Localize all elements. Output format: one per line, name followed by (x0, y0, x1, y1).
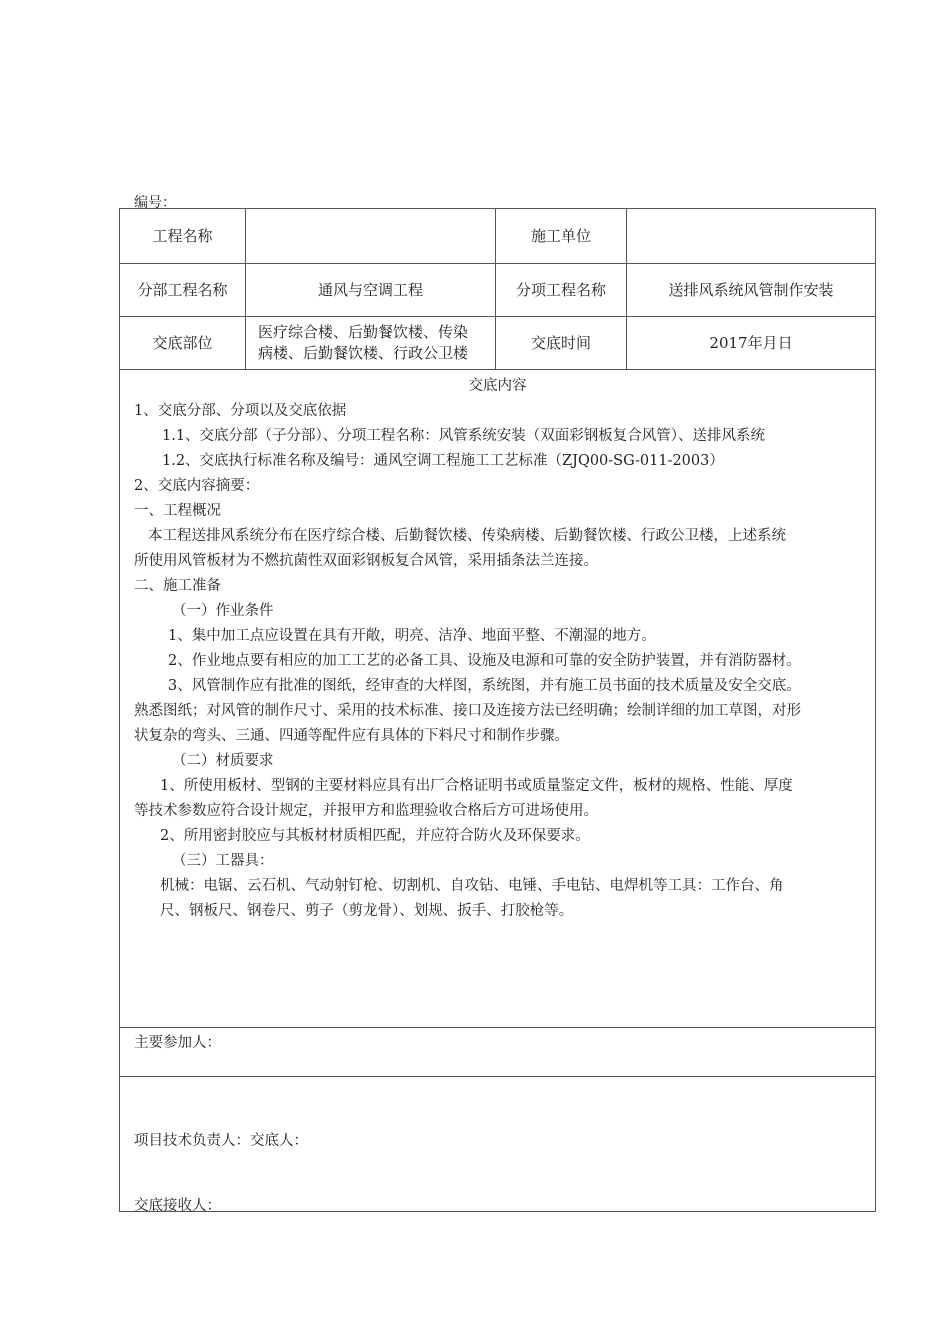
disclosure-content (120, 369, 875, 919)
condition-3-line-2: 熟悉图纸；对风管的制作尺寸、采用的技术标准、接口及连接方法已经明确；绘制详细的加工草图，对形 (134, 703, 801, 719)
participants-label: 主要参加人： (134, 1035, 221, 1051)
construction-unit-value (627, 209, 875, 263)
heading-preparation: 二、施工准备 (134, 578, 221, 594)
disclosure-table (119, 208, 876, 1212)
project-name-label: 工程名称 (152, 226, 213, 245)
overview-line-2: 所使用风管板材为不燃抗菌性双面彩钢板复合风管，采用插条法兰连接。 (134, 553, 598, 569)
condition-2: 2、作业地点要有相应的加工工艺的必备工具、设施及电源和可靠的安全防护装置，并有消防器材。 (168, 653, 801, 669)
division-value: 通风与空调工程 (317, 280, 423, 299)
location-value (246, 317, 495, 369)
project-name-value (246, 209, 495, 263)
subheading-tools: （三）工器具： (172, 853, 274, 869)
time-label: 交底时间 (530, 333, 591, 352)
material-1-line-1: 1、所使用板材、型钢的主要材料应具有出厂合格证明书或质量鉴定文件，板材的规格、性能、厚度 (160, 778, 793, 794)
location-value-line1: 医疗综合楼、后勤餐饮楼、传染 (258, 323, 469, 341)
location-label: 交底部位 (152, 333, 213, 352)
material-1-line-2: 等技术参数应符合设计规定，并报甲方和监理验收合格后方可进场使用。 (134, 803, 598, 819)
condition-3-line-3: 状复杂的弯头、三通、四通等配件应有具体的下料尺寸和制作步骤。 (134, 728, 569, 744)
subitem-value: 送排风系统风管制作安装 (668, 280, 834, 299)
section-1-1: 1.1、交底分部（子分部）、分项工程名称：风管系统安装（双面彩钢板复合风管）、送排风系统 (162, 428, 766, 444)
location-value-line2: 病楼、后勤餐饮楼、行政公卫楼 (258, 344, 469, 362)
material-2: 2、所用密封胶应与其板材材质相匹配，并应符合防火及环保要求。 (160, 828, 590, 844)
section-1: 1、交底分部、分项以及交底依据 (134, 403, 347, 419)
tools-line-2: 尺、钢板尺、钢卷尺、剪子（剪龙骨）、划规、扳手、打胶枪等。 (160, 903, 574, 919)
division-label: 分部工程名称 (137, 280, 228, 299)
condition-1: 1、集中加工点应设置在具有开敞，明亮、洁净、地面平整、不潮湿的地方。 (168, 628, 656, 644)
time-value: 2017年月日 (709, 333, 793, 352)
subheading-materials: （二）材质要求 (172, 753, 274, 769)
section-1-2: 1.2、交底执行标准名称及编号：通风空调工程施工工艺标准（ZJQ00-SG-011-2003） (162, 453, 724, 469)
overview-line-1: 本工程送排风系统分布在医疗综合楼、后勤餐饮楼、传染病楼、后勤餐饮楼、行政公卫楼，上述系统 (148, 528, 786, 544)
section-2: 2、交底内容摘要： (134, 478, 260, 494)
condition-3-line-1: 3、风管制作应有批准的图纸，经审查的大样图，系统图，并有施工员书面的技术质量及安全交底。 (168, 678, 801, 694)
serial-label: 编号： (134, 195, 176, 211)
receiver-label: 交底接收人： (134, 1198, 221, 1214)
tech-lead-label: 项目技术负责人：交底人： (134, 1133, 308, 1149)
heading-overview: 一、工程概况 (134, 503, 221, 519)
content-title: 交底内容 (468, 378, 527, 394)
tools-line-1: 机械：电锯、云石机、气动射钉枪、切割机、自攻钻、电锤、手电钻、电焊机等工具：工作台、角 (160, 878, 784, 894)
subitem-label: 分项工程名称 (515, 280, 606, 299)
subheading-conditions: （一）作业条件 (172, 603, 274, 619)
construction-unit-label: 施工单位 (530, 226, 591, 245)
